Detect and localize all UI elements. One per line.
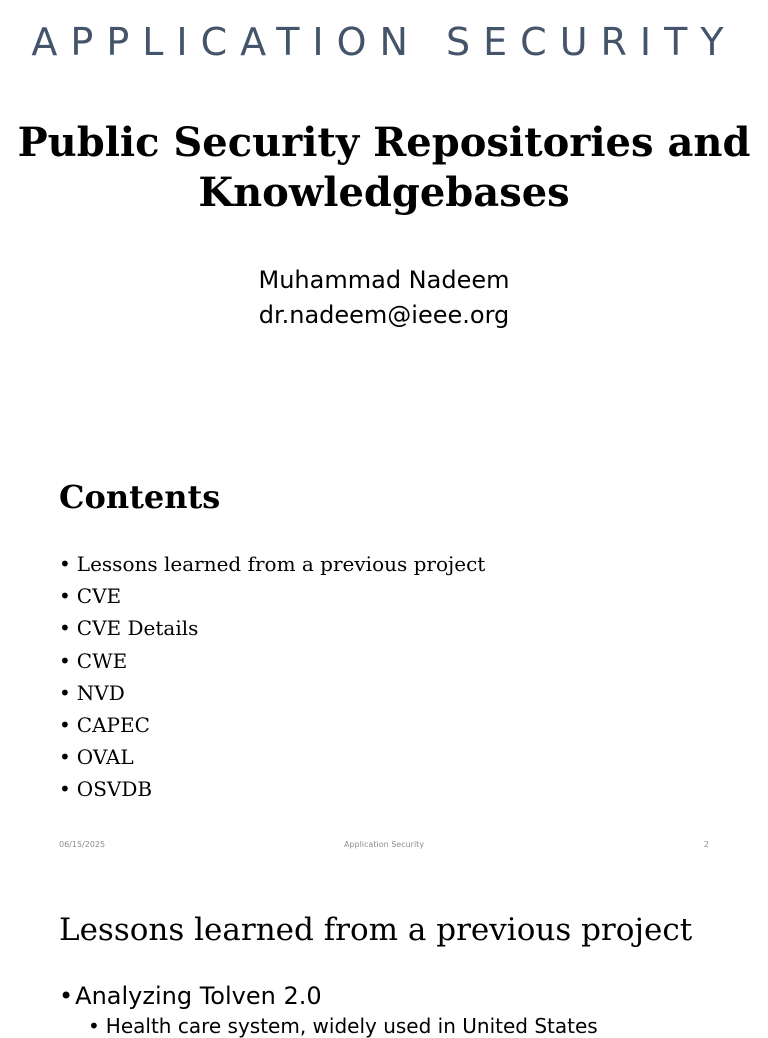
list-item: • OVAL	[59, 741, 485, 773]
lessons-title: Lessons learned from a previous project	[59, 912, 693, 948]
list-item: • CVE	[59, 580, 485, 612]
list-item: • CVE Details	[59, 612, 485, 644]
bullet-level-1: • Analyzing Tolven 2.0	[59, 982, 322, 1010]
presentation-title: Public Security Repositories and Knowledgebases	[17, 119, 751, 216]
lessons-slide	[0, 870, 768, 1038]
contents-slide	[0, 440, 768, 870]
list-item: • CWE	[59, 645, 485, 677]
list-item: • Lessons learned from a previous project	[59, 548, 485, 580]
course-header: APPLICATION SECURITY	[31, 20, 737, 64]
footer-title: Application Security	[343, 840, 425, 849]
author-email: dr.nadeem@ieee.org	[258, 301, 510, 329]
contents-title: Contents	[59, 478, 221, 516]
list-item: • OSVDB	[59, 773, 485, 805]
contents-list	[59, 548, 485, 806]
footer-page-number: 2	[703, 840, 709, 849]
author-name: Muhammad Nadeem	[258, 266, 510, 294]
title-slide	[0, 0, 768, 440]
footer-date: 06/15/2025	[59, 840, 106, 849]
bullet-level-2: • Health care system, widely used in United States	[88, 1014, 598, 1038]
list-item: • NVD	[59, 677, 485, 709]
list-item: • CAPEC	[59, 709, 485, 741]
